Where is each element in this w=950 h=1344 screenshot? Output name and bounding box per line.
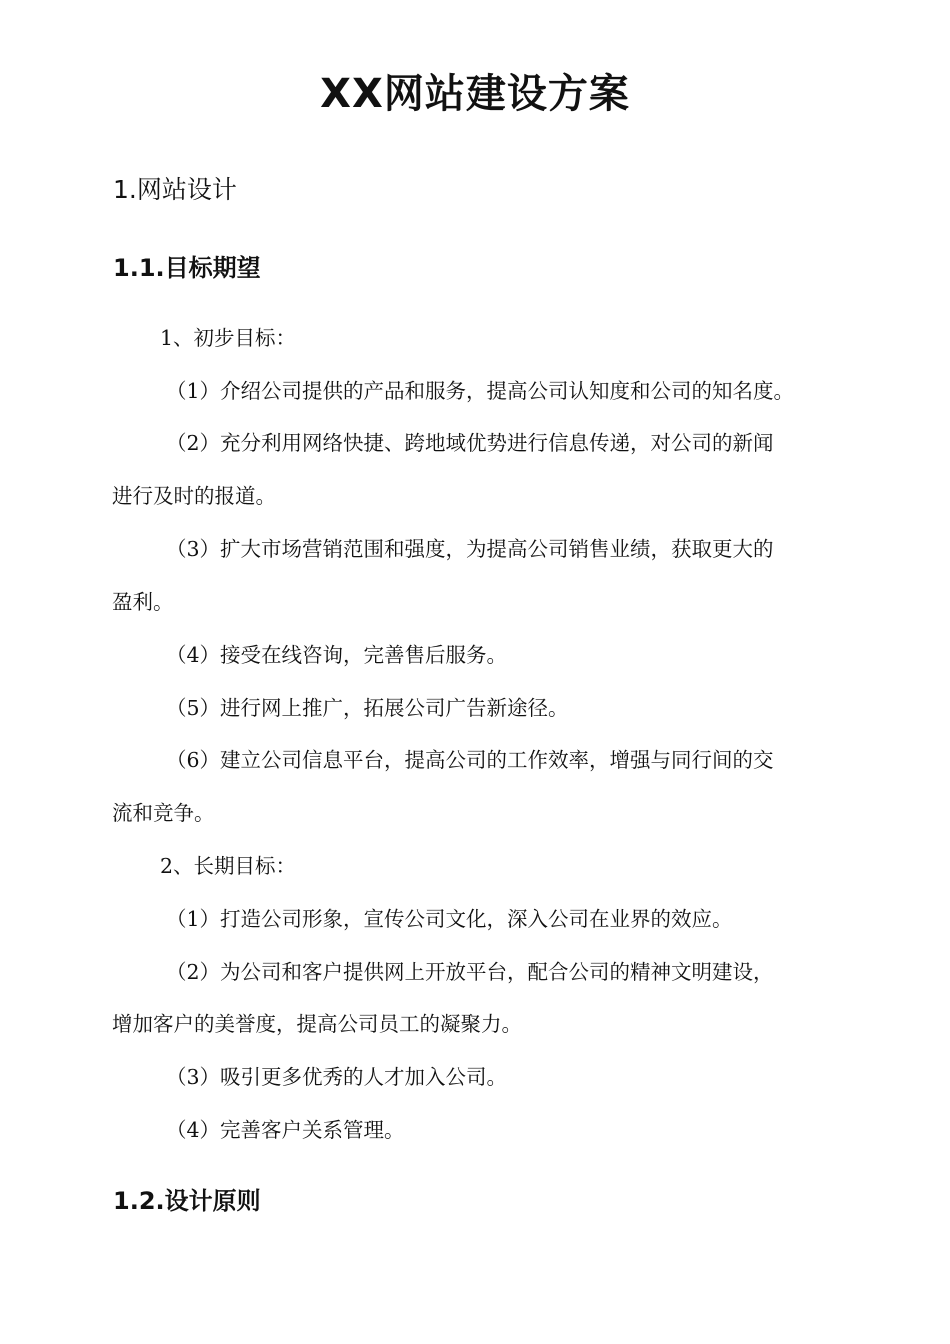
paragraph-line: （4）完善客户关系管理。 <box>166 1118 405 1142</box>
paragraph-line: 增加客户的美誉度，提高公司员工的凝聚力。 <box>112 1012 522 1036</box>
goal-group-label-long-term: 2、长期目标： <box>160 854 297 878</box>
paragraph-line: （3）吸引更多优秀的人才加入公司。 <box>166 1065 508 1089</box>
paragraph-line: （4）接受在线咨询，完善售后服务。 <box>166 643 508 667</box>
section-heading-1-1: 1.1.目标期望 <box>113 254 261 282</box>
section-heading-1: 1.网站设计 <box>113 175 237 204</box>
paragraph-line: 流和竞争。 <box>112 801 215 825</box>
paragraph-line: （3）扩大市场营销范围和强度，为提高公司销售业绩，获取更大的 <box>166 537 774 561</box>
paragraph-line: （2）为公司和客户提供网上开放平台，配合公司的精神文明建设， <box>166 960 774 984</box>
document-title: XX网站建设方案 <box>320 71 630 117</box>
paragraph-line: （1）介绍公司提供的产品和服务，提高公司认知度和公司的知名度。 <box>166 379 795 403</box>
paragraph-line: （5）进行网上推广，拓展公司广告新途径。 <box>166 696 569 720</box>
paragraph-line: 盈利。 <box>112 590 174 614</box>
paragraph-line: （2）充分利用网络快捷、跨地域优势进行信息传递，对公司的新闻 <box>166 431 774 455</box>
goal-group-label-initial: 1、初步目标： <box>160 326 297 350</box>
paragraph-line: （1）打造公司形象，宣传公司文化，深入公司在业界的效应。 <box>166 907 733 931</box>
paragraph-line: 进行及时的报道。 <box>112 484 276 508</box>
section-heading-1-2: 1.2.设计原则 <box>113 1187 261 1215</box>
paragraph-line: （6）建立公司信息平台，提高公司的工作效率，增强与同行间的交 <box>166 748 774 772</box>
